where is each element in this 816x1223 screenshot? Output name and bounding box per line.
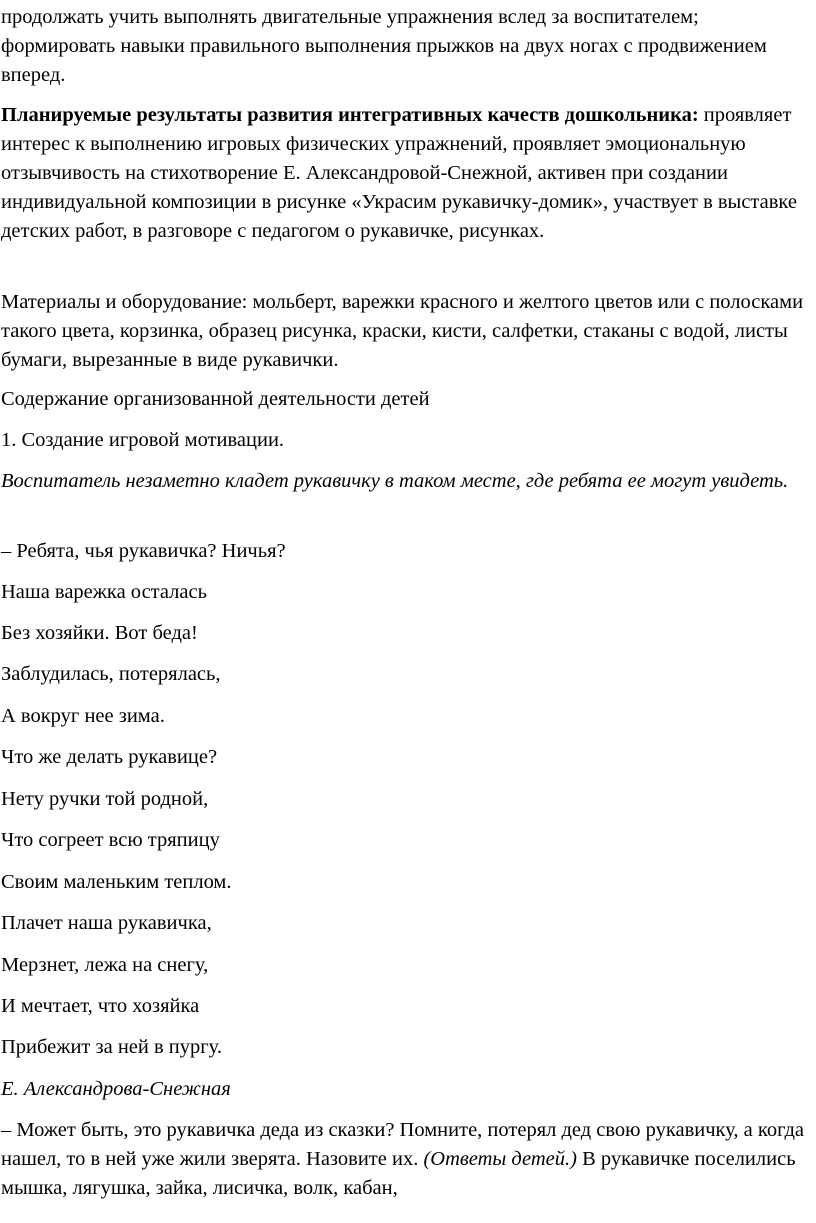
goal-paragraph: продолжать учить выполнять двигательные упражнения вслед за воспитателем; формировать навыки правильного выполнения прыжков на двух ногах с продвижением вперед. <box>1 6 767 86</box>
teacher-action-text: Воспитатель незаметно кладет рукавичку в таком месте, где ребята ее могут увидеть. <box>1 470 789 492</box>
poem-author <box>1 1075 813 1104</box>
planned-results-heading: Планируемые результаты развития интегративных качеств дошкольника: <box>1 104 699 126</box>
planned-results-paragraph <box>1 101 813 246</box>
final-paragraph <box>1 1116 813 1203</box>
poem-author-text: Е. Александрова-Снежная <box>1 1078 231 1100</box>
poem-line: И мечтает, что хозяйка <box>1 995 200 1017</box>
poem-line: Прибежит за ней в пургу. <box>1 1036 222 1058</box>
final-text-2: В рукавичке поселились мышка, лягушка, зайка, лисичка, волк, кабан, <box>1 1148 796 1199</box>
materials-paragraph: Материалы и оборудование: мольберт, варежки красного и желтого цветов или с полосками такого цвета, корзинка, образец рисунка, краски, кисти, салфетки, стаканы с водой, листы бумаги, вырезанные в виде рукавички. <box>1 291 804 371</box>
poem-line: Мерзнет, лежа на снегу, <box>1 954 209 976</box>
question-line: – Ребята, чья рукавичка? Ничья? <box>1 540 286 562</box>
poem-line: Без хозяйки. Вот беда! <box>1 622 198 644</box>
poem-line: Плачет наша рукавичка, <box>1 912 212 934</box>
poem-line: Наша варежка осталась <box>1 581 207 603</box>
final-text-1: – Может быть, это рукавичка деда из сказки? Помните, потерял дед свою рукавичку, а когда нашел, то в ней уже жили зверята. Назовите их. <box>1 1119 804 1170</box>
poem-line: Своим маленьким теплом. <box>1 871 232 893</box>
poem-line: Что же делать рукавице? <box>1 746 218 768</box>
section-motivation-heading: 1. Создание игровой мотивации. <box>1 429 285 451</box>
teacher-action-paragraph <box>1 467 813 496</box>
content-heading: Содержание организованной деятельности детей <box>1 388 430 410</box>
poem-line: Заблудилась, потерялась, <box>1 663 221 685</box>
planned-results-text: проявляет интерес к выполнению игровых физических упражнений, проявляет эмоциональную отзывчивость на стихотворение Е. Александровой-Снежной, активен при создании индивидуальной композиции в рисунке «Украсим рукавичку-домик», участвует в выставке детских работ, в разговоре с педагогом о рукавичке, рисунках. <box>1 104 797 242</box>
poem-line: Нету ручки той родной, <box>1 788 209 810</box>
final-answers-note: (Ответы детей.) <box>423 1148 577 1170</box>
poem-line: Что согреет всю тряпицу <box>1 829 220 851</box>
poem-line: А вокруг нее зима. <box>1 705 165 727</box>
